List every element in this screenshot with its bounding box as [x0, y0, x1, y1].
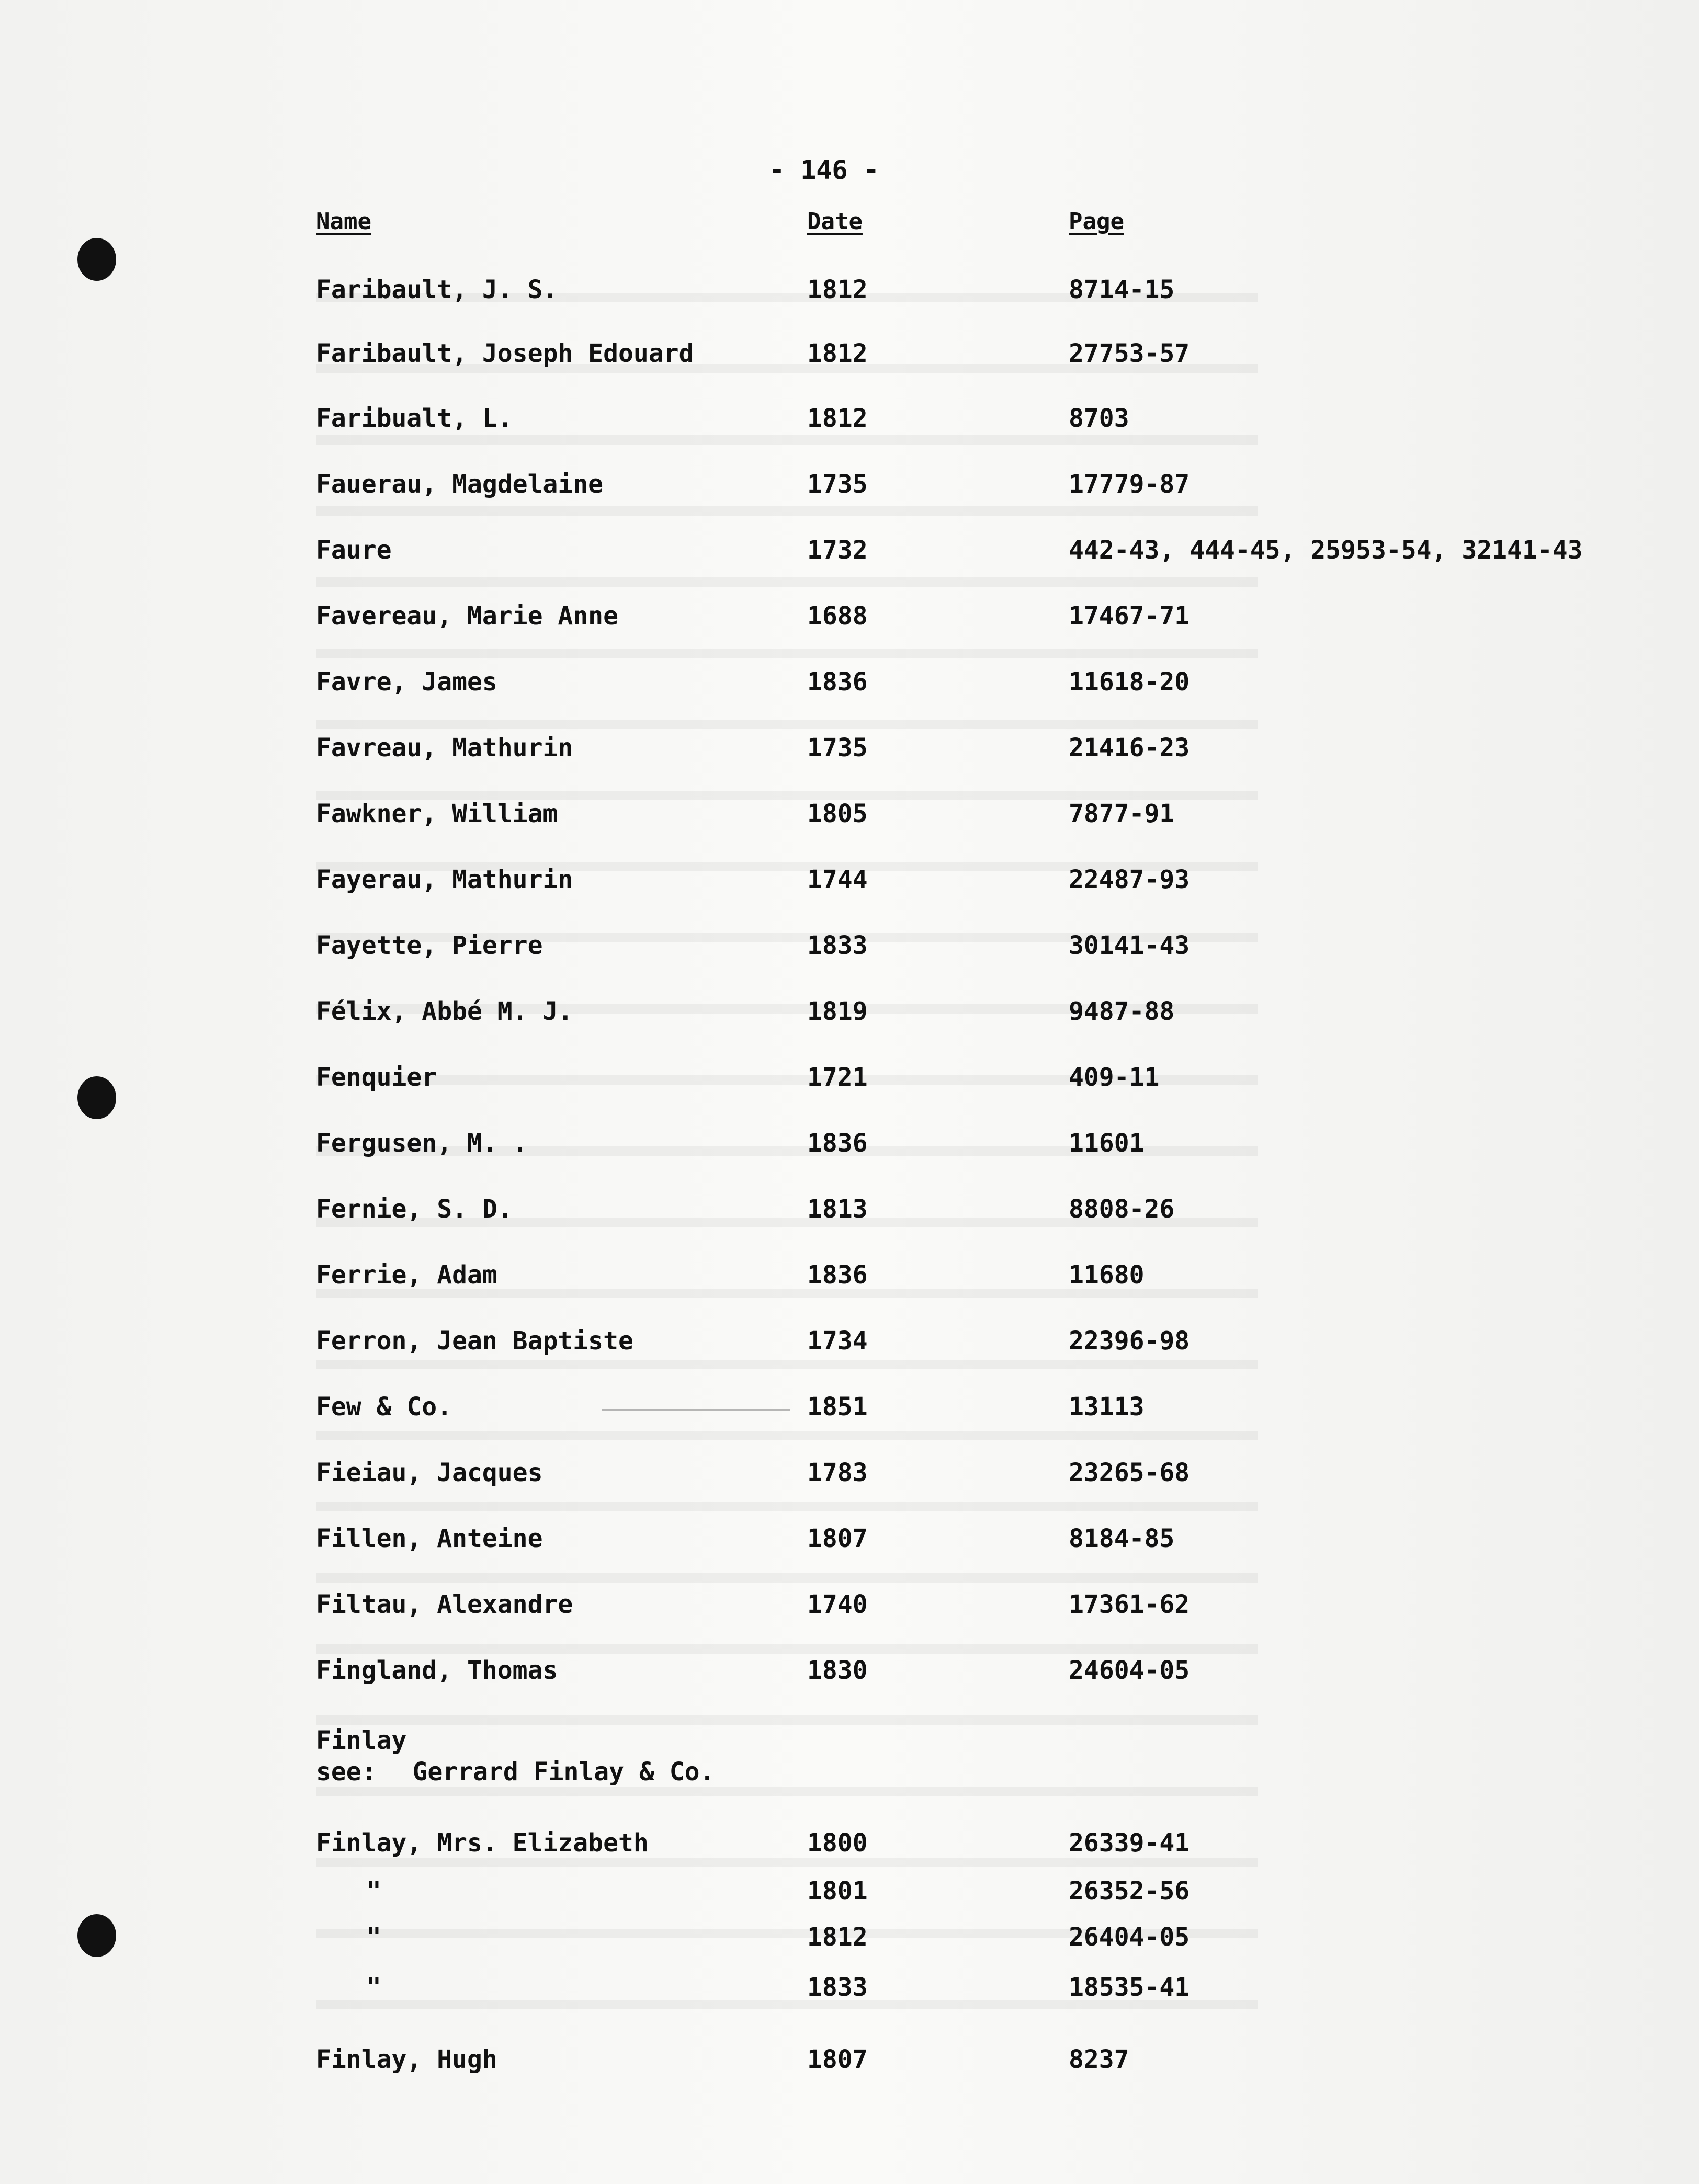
entry-date: 1819: [807, 997, 868, 1026]
entry-date: 1836: [807, 667, 868, 697]
entry-page: 30141-43: [1069, 931, 1190, 960]
entry-date: 1744: [807, 865, 868, 894]
entry-name: Ferrie, Adam: [316, 1260, 497, 1290]
table-row: [0, 2045, 1699, 2076]
table-row: [0, 404, 1699, 435]
table-row: [0, 275, 1699, 306]
entry-page: 11601: [1069, 1129, 1145, 1158]
entry-date: 1830: [807, 1656, 868, 1685]
entry-page: 13113: [1069, 1392, 1145, 1421]
table-row: [0, 799, 1699, 831]
entry-name: Favreau, Mathurin: [316, 733, 573, 763]
entry-date: 1836: [807, 1260, 868, 1290]
entry-page: 8237: [1069, 2045, 1129, 2074]
table-row: [0, 865, 1699, 896]
entry-page: 22487-93: [1069, 865, 1190, 894]
table-row: [0, 1590, 1699, 1621]
page-number: - 146 -: [769, 155, 879, 185]
entry-date: 1812: [807, 1923, 868, 1952]
entry-date: 1805: [807, 799, 868, 828]
entry-page: 11680: [1069, 1260, 1145, 1290]
entry-page: 17779-87: [1069, 470, 1190, 499]
table-row: [0, 339, 1699, 370]
entry-date: 1812: [807, 339, 868, 368]
entry-name: Fieiau, Jacques: [316, 1458, 543, 1487]
entry-page: 26339-41: [1069, 1828, 1190, 1858]
entry-name: Fayette, Pierre: [316, 931, 543, 960]
entry-page: 7877-91: [1069, 799, 1175, 828]
entry-page: 21416-23: [1069, 733, 1190, 763]
entry-page: 23265-68: [1069, 1458, 1190, 1487]
table-row: [0, 931, 1699, 962]
entry-page: 442-43, 444-45, 25953-54, 32141-43: [1069, 536, 1583, 565]
entry-page: 8714-15: [1069, 275, 1175, 304]
entry-name: Finlay, Hugh: [316, 2045, 497, 2074]
entry-name: Finlay, Mrs. Elizabeth: [316, 1828, 649, 1858]
table-row: [0, 1392, 1699, 1424]
column-header-page: Page: [1069, 208, 1124, 235]
entry-name: Fingland, Thomas: [316, 1656, 558, 1685]
entry-date: 1732: [807, 536, 868, 565]
table-row: [0, 733, 1699, 765]
entry-name: Favre, James: [316, 667, 497, 697]
column-header-name: Name: [316, 208, 371, 235]
table-row: [0, 1524, 1699, 1555]
table-row: [0, 1923, 1699, 1954]
entry-name: Faribault, J. S.: [316, 275, 558, 304]
entry-page: 27753-57: [1069, 339, 1190, 368]
entry-page: 409-11: [1069, 1063, 1160, 1092]
entry-page: 8703: [1069, 404, 1129, 433]
entry-date: 1812: [807, 404, 868, 433]
entry-page: 22396-98: [1069, 1326, 1190, 1356]
entry-name: Finlay: [316, 1726, 407, 1755]
entry-name: Faribault, Joseph Edouard: [316, 339, 694, 368]
table-row: [0, 667, 1699, 699]
table-row: [0, 1876, 1699, 1908]
entry-name: Félix, Abbé M. J.: [316, 997, 573, 1026]
entry-name: Faribualt, L.: [316, 404, 513, 433]
entry-page: 17361-62: [1069, 1590, 1190, 1619]
entry-page: 17467-71: [1069, 601, 1190, 631]
table-row: [0, 601, 1699, 633]
entry-page: 18535-41: [1069, 1973, 1190, 2002]
table-row: [0, 1458, 1699, 1489]
entry-date: 1735: [807, 470, 868, 499]
entry-date: 1783: [807, 1458, 868, 1487]
table-row: [0, 1260, 1699, 1292]
entry-name: Fernie, S. D.: [316, 1195, 513, 1224]
table-row: [0, 1195, 1699, 1226]
entry-name: Fawkner, William: [316, 799, 558, 828]
ditto-mark: ": [366, 1876, 381, 1906]
entry-page: 8808-26: [1069, 1195, 1175, 1224]
entry-name: Fillen, Anteine: [316, 1524, 543, 1553]
entry-date: 1688: [807, 601, 868, 631]
entry-date: 1851: [807, 1392, 868, 1421]
see-target: Gerrard Finlay & Co.: [412, 1757, 715, 1787]
entry-date: 1813: [807, 1195, 868, 1224]
entry-name: Fauerau, Magdelaine: [316, 470, 604, 499]
entry-page: 9487-88: [1069, 997, 1175, 1026]
see-label: see:: [316, 1757, 377, 1787]
ditto-mark: ": [366, 1923, 381, 1952]
see-reference: [316, 1757, 715, 1787]
entry-date: 1800: [807, 1828, 868, 1858]
entry-name: Filtau, Alexandre: [316, 1590, 573, 1619]
entry-date: 1740: [807, 1590, 868, 1619]
table-row: [0, 1129, 1699, 1160]
entry-name: Few & Co.: [316, 1392, 452, 1421]
entry-date: 1734: [807, 1326, 868, 1356]
table-row: [0, 997, 1699, 1028]
table-row: [0, 1973, 1699, 2004]
entry-page: 26352-56: [1069, 1876, 1190, 1906]
column-header-date: Date: [807, 208, 863, 235]
table-row: [0, 1828, 1699, 1860]
entry-name: Ferron, Jean Baptiste: [316, 1326, 633, 1356]
entry-page: 24604-05: [1069, 1656, 1190, 1685]
entry-name: Fayerau, Mathurin: [316, 865, 573, 894]
table-row: [0, 470, 1699, 501]
table-row: [0, 1656, 1699, 1687]
entry-date: 1807: [807, 1524, 868, 1553]
entry-date: 1807: [807, 2045, 868, 2074]
entry-date: 1801: [807, 1876, 868, 1906]
entry-page: 11618-20: [1069, 667, 1190, 697]
table-row: [0, 1063, 1699, 1094]
ditto-mark: ": [366, 1973, 381, 2002]
entry-page: 26404-05: [1069, 1923, 1190, 1952]
entry-date: 1721: [807, 1063, 868, 1092]
entry-name: Fergusen, M. .: [316, 1129, 528, 1158]
table-row: [0, 1326, 1699, 1358]
entry-name: Favereau, Marie Anne: [316, 601, 618, 631]
entry-date: 1735: [807, 733, 868, 763]
entry-date: 1833: [807, 931, 868, 960]
table-row: [0, 1726, 1699, 1757]
entry-name: Fenquier: [316, 1063, 437, 1092]
punch-hole-icon: [77, 238, 116, 281]
entry-page: 8184-85: [1069, 1524, 1175, 1553]
entry-date: 1836: [807, 1129, 868, 1158]
table-row: [0, 536, 1699, 567]
entry-date: 1812: [807, 275, 868, 304]
entry-name: Faure: [316, 536, 392, 565]
entry-date: 1833: [807, 1973, 868, 2002]
